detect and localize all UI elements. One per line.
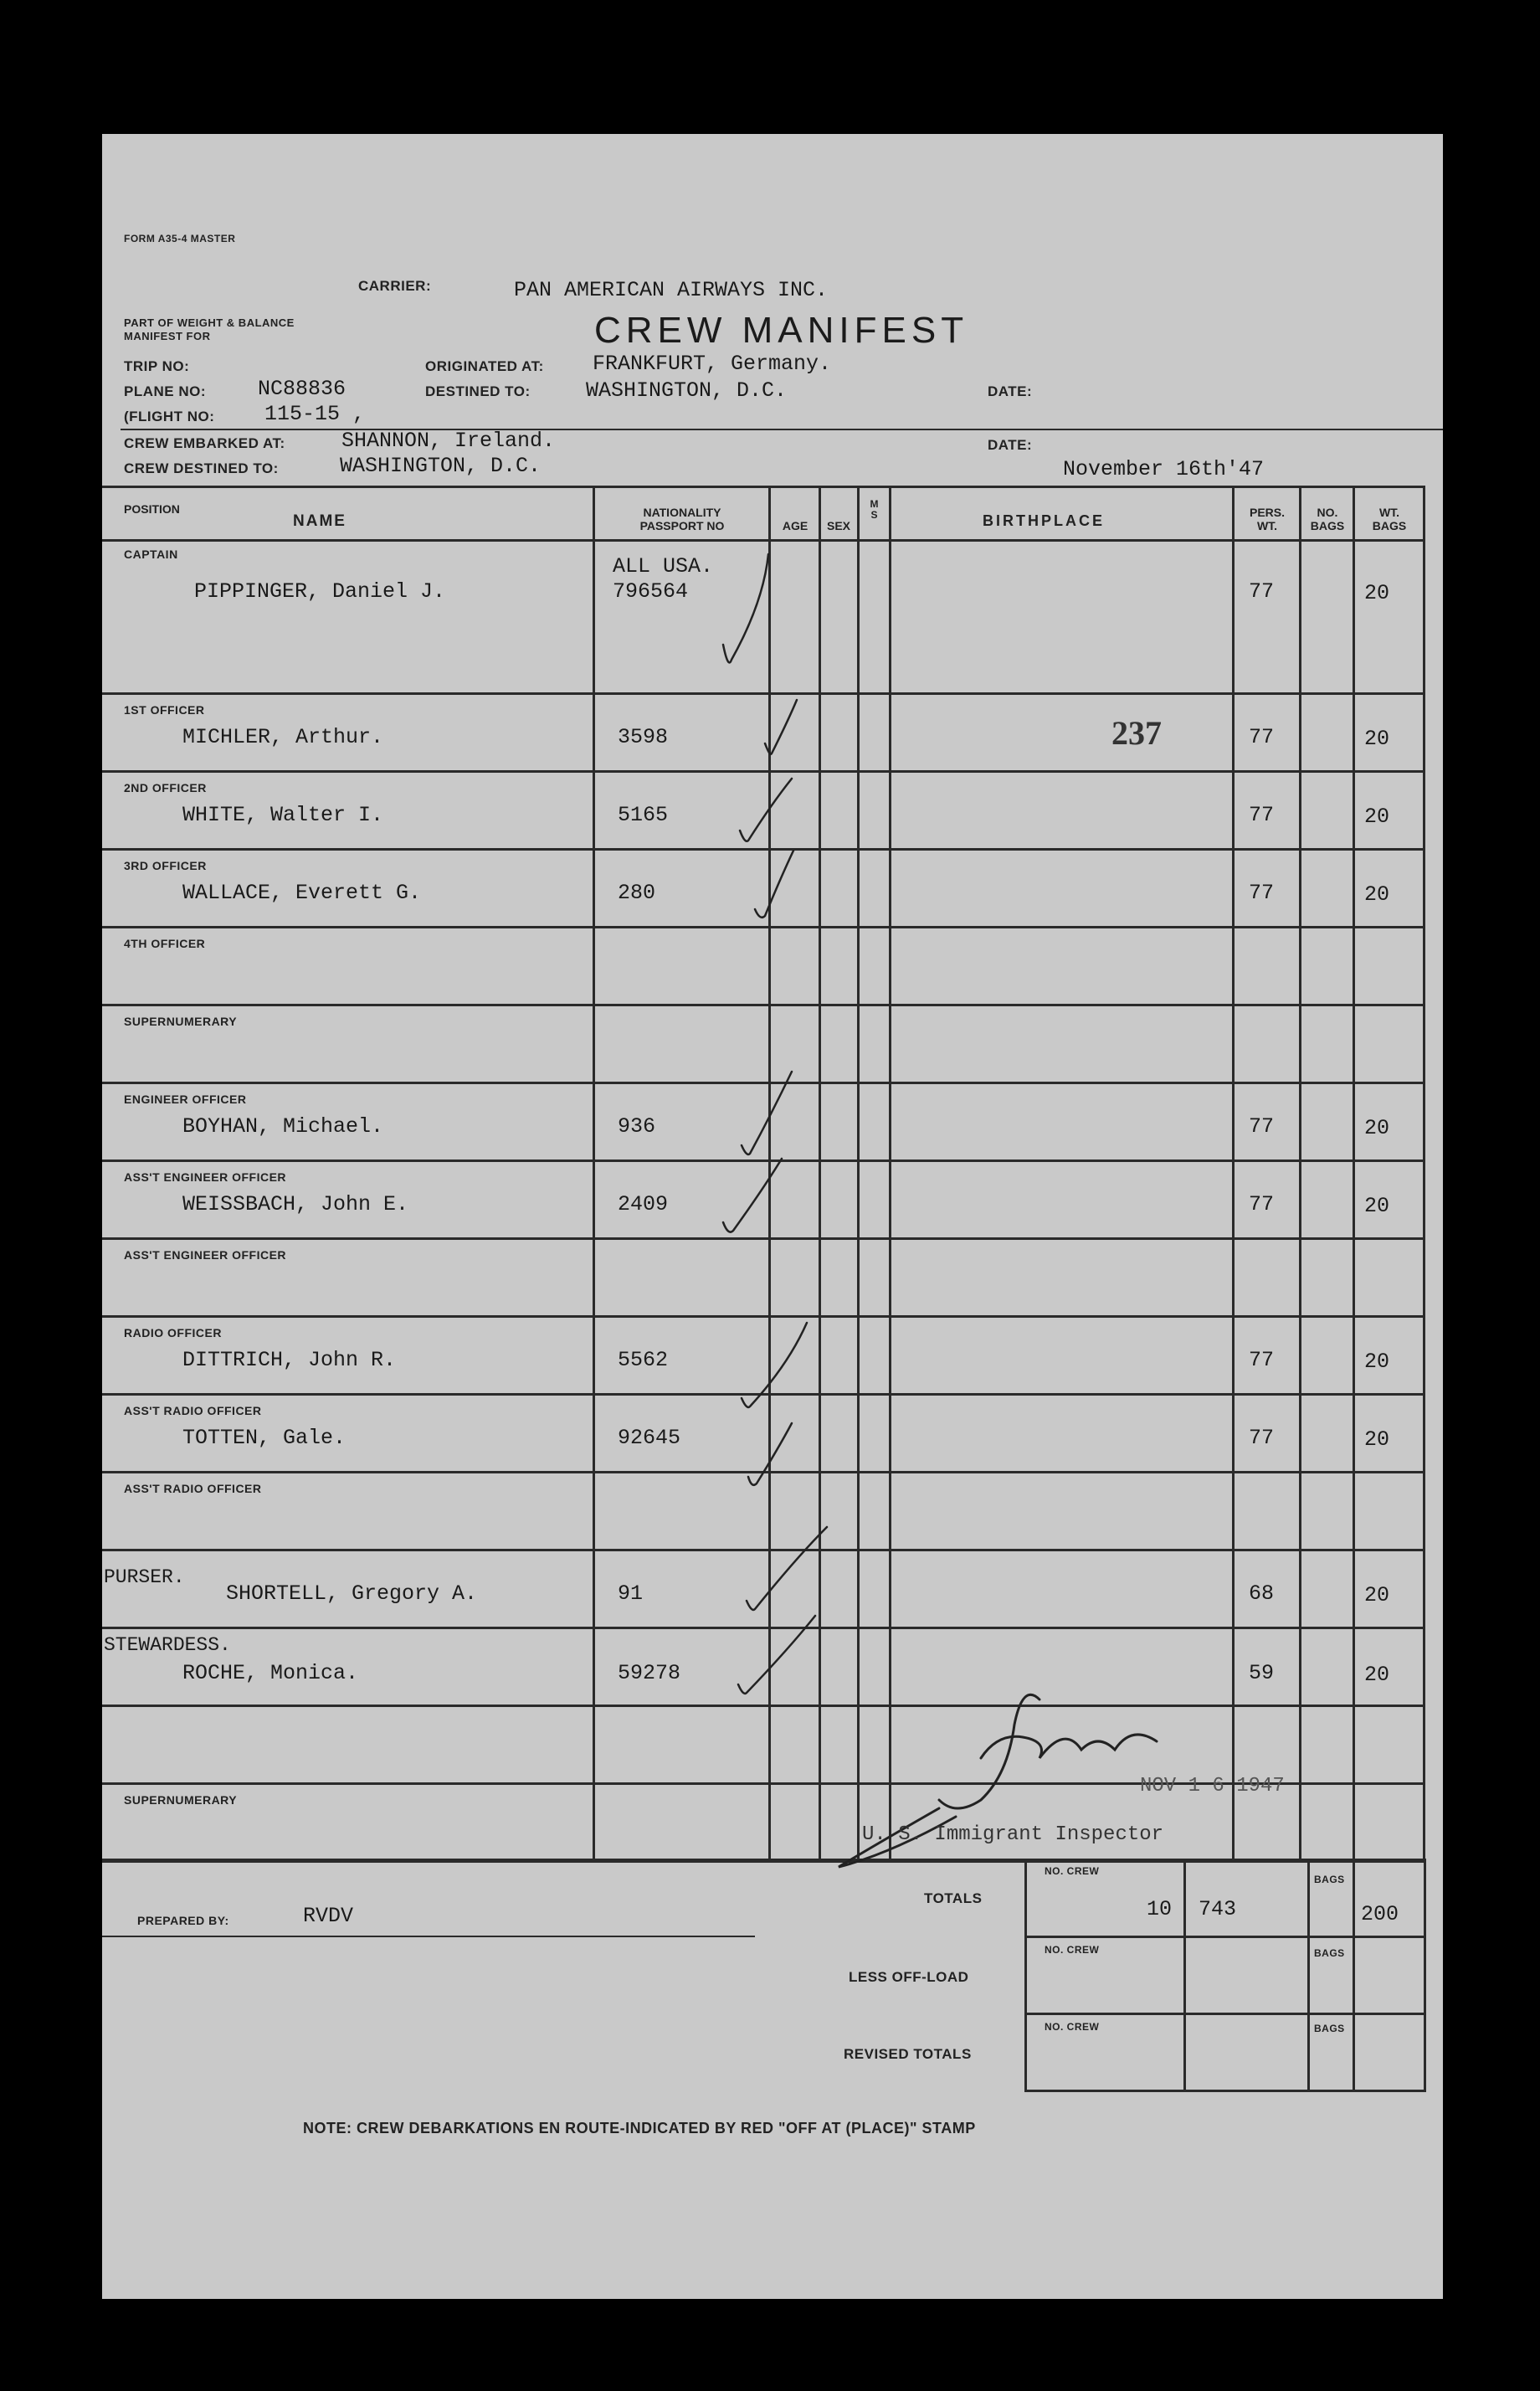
row-position: 2ND OFFICER bbox=[124, 781, 207, 794]
revised-totals-label: REVISED TOTALS bbox=[844, 2046, 972, 2062]
row-passport: 59278 bbox=[618, 1661, 681, 1685]
destined-value: WASHINGTON, D.C. bbox=[586, 378, 788, 403]
col-name: NAME bbox=[293, 512, 346, 530]
row-name: ROCHE, Monica. bbox=[182, 1661, 359, 1685]
row-name: WALLACE, Everett G. bbox=[182, 881, 422, 905]
total-weight: 743 bbox=[1199, 1897, 1237, 1921]
row-passport: 5562 bbox=[618, 1348, 669, 1372]
offload-label: LESS OFF-LOAD bbox=[849, 1969, 969, 1985]
row-wt-bags: 20 bbox=[1364, 1663, 1390, 1687]
row-name: DITTRICH, John R. bbox=[182, 1348, 397, 1372]
row-passport: 936 bbox=[618, 1114, 656, 1139]
row-passport: 280 bbox=[618, 881, 656, 905]
crew-destined-label: CREW DESTINED TO: bbox=[124, 460, 279, 476]
totals-bags-label: BAGS bbox=[1314, 1874, 1345, 1885]
col-nationality: NATIONALITY PASSPORT NO bbox=[639, 506, 725, 532]
row-pers-wt: 77 bbox=[1249, 579, 1275, 604]
row-wt-bags: 20 bbox=[1364, 727, 1390, 751]
row-birthplace-note: 237 bbox=[1111, 714, 1162, 752]
row-passport: 5165 bbox=[618, 803, 669, 827]
row-pers-wt: 77 bbox=[1249, 1348, 1275, 1372]
embarked-value: SHANNON, Ireland. bbox=[341, 429, 556, 453]
col-sex: SEX bbox=[826, 519, 850, 532]
row-passport: 92645 bbox=[618, 1426, 681, 1450]
total-bags: 200 bbox=[1361, 1902, 1399, 1926]
row-name: MICHLER, Arthur. bbox=[182, 725, 384, 749]
trip-label: TRIP NO: bbox=[124, 358, 190, 374]
row-position: 4TH OFFICER bbox=[124, 937, 206, 950]
stamp-date: NOV 1 6 1947 bbox=[1140, 1775, 1285, 1797]
part-of-label: PART OF WEIGHT & BALANCE bbox=[124, 316, 295, 329]
revised-crew-label: NO. CREW bbox=[1045, 2021, 1100, 2033]
row-name: PIPPINGER, Daniel J. bbox=[194, 579, 446, 604]
row-wt-bags: 20 bbox=[1364, 1583, 1390, 1607]
col-marital: M S bbox=[870, 498, 879, 521]
totals-crew-label: NO. CREW bbox=[1045, 1865, 1100, 1877]
row-position: RADIO OFFICER bbox=[124, 1326, 222, 1339]
row-wt-bags: 20 bbox=[1364, 882, 1390, 907]
offload-crew-label: NO. CREW bbox=[1045, 1944, 1100, 1956]
destined-label: DESTINED TO: bbox=[425, 383, 531, 399]
originated-label: ORIGINATED AT: bbox=[425, 358, 544, 374]
carrier-label: CARRIER: bbox=[358, 278, 432, 294]
offload-bags-label: BAGS bbox=[1314, 1947, 1345, 1959]
revised-bags-label: BAGS bbox=[1314, 2023, 1345, 2034]
row-position: ASS'T RADIO OFFICER bbox=[124, 1404, 262, 1417]
row-position: SUPERNUMERARY bbox=[124, 1793, 238, 1807]
row-passport: 3598 bbox=[618, 725, 669, 749]
form-number: FORM A35-4 MASTER bbox=[124, 233, 236, 244]
embarked-label: CREW EMBARKED AT: bbox=[124, 435, 285, 451]
row-position: 1ST OFFICER bbox=[124, 703, 205, 717]
col-wt-bags: WT. BAGS bbox=[1372, 506, 1407, 532]
row-wt-bags: 20 bbox=[1364, 1194, 1390, 1218]
col-pers-wt: PERS. WT. bbox=[1249, 506, 1285, 532]
date2-value: November 16th'47 bbox=[1063, 457, 1265, 481]
date-label: DATE: bbox=[988, 383, 1033, 399]
row-position: PURSER. bbox=[104, 1566, 185, 1588]
row-passport: 796564 bbox=[613, 579, 689, 604]
plane-label: PLANE NO: bbox=[124, 383, 206, 399]
manifest-page bbox=[102, 134, 1443, 2299]
row-position: ASS'T RADIO OFFICER bbox=[124, 1482, 262, 1495]
row-position: STEWARDESS. bbox=[104, 1634, 231, 1656]
row-passport: 2409 bbox=[618, 1192, 669, 1216]
prepared-value: RVDV bbox=[303, 1904, 354, 1928]
row-pers-wt: 77 bbox=[1249, 725, 1275, 749]
row-wt-bags: 20 bbox=[1364, 805, 1390, 829]
prepared-label: PREPARED BY: bbox=[137, 1914, 229, 1927]
check-mark bbox=[723, 554, 768, 662]
row-position: CAPTAIN bbox=[124, 548, 178, 561]
plane-value: NC88836 bbox=[258, 377, 346, 401]
manifest-for-label: MANIFEST FOR bbox=[124, 330, 211, 342]
row-nationality: ALL USA. bbox=[613, 554, 714, 578]
flight-value: 115-15 , bbox=[264, 402, 366, 426]
totals-box bbox=[1024, 1859, 1426, 2092]
row-position: ASS'T ENGINEER OFFICER bbox=[124, 1170, 287, 1184]
row-passport: 91 bbox=[618, 1581, 644, 1606]
flight-label: (FLIGHT NO: bbox=[124, 409, 215, 424]
row-pers-wt: 77 bbox=[1249, 881, 1275, 905]
row-pers-wt: 59 bbox=[1249, 1661, 1275, 1685]
crew-destined-value: WASHINGTON, D.C. bbox=[340, 454, 542, 478]
page-title: CREW MANIFEST bbox=[594, 310, 969, 351]
row-pers-wt: 77 bbox=[1249, 1114, 1275, 1139]
row-position: SUPERNUMERARY bbox=[124, 1015, 238, 1028]
row-name: BOYHAN, Michael. bbox=[182, 1114, 384, 1139]
row-pers-wt: 68 bbox=[1249, 1581, 1275, 1606]
col-position: POSITION bbox=[124, 502, 180, 516]
totals-label: TOTALS bbox=[924, 1890, 983, 1906]
footer-note: NOTE: CREW DEBARKATIONS EN ROUTE-INDICATED BY RED "OFF AT (PLACE)" STAMP bbox=[303, 2120, 976, 2136]
row-wt-bags: 20 bbox=[1364, 581, 1390, 605]
row-position: ENGINEER OFFICER bbox=[124, 1093, 247, 1106]
row-name: WHITE, Walter I. bbox=[182, 803, 384, 827]
row-position: ASS'T ENGINEER OFFICER bbox=[124, 1248, 287, 1262]
row-pers-wt: 77 bbox=[1249, 803, 1275, 827]
row-wt-bags: 20 bbox=[1364, 1427, 1390, 1452]
row-pers-wt: 77 bbox=[1249, 1426, 1275, 1450]
row-position: 3RD OFFICER bbox=[124, 859, 207, 872]
row-wt-bags: 20 bbox=[1364, 1116, 1390, 1140]
date2-label: DATE: bbox=[988, 437, 1033, 453]
stamp-title: U. S. Immigrant Inspector bbox=[862, 1823, 1164, 1846]
col-no-bags: NO. BAGS bbox=[1310, 506, 1345, 532]
row-name: TOTTEN, Gale. bbox=[182, 1426, 346, 1450]
row-name: SHORTELL, Gregory A. bbox=[226, 1581, 478, 1606]
row-name: WEISSBACH, John E. bbox=[182, 1192, 409, 1216]
carrier-value: PAN AMERICAN AIRWAYS INC. bbox=[514, 278, 829, 302]
col-birthplace: BIRTHPLACE bbox=[983, 512, 1105, 529]
originated-value: FRANKFURT, Germany. bbox=[593, 352, 832, 376]
row-pers-wt: 77 bbox=[1249, 1192, 1275, 1216]
col-age: AGE bbox=[782, 519, 808, 532]
row-wt-bags: 20 bbox=[1364, 1350, 1390, 1374]
total-crew: 10 bbox=[1147, 1897, 1173, 1921]
